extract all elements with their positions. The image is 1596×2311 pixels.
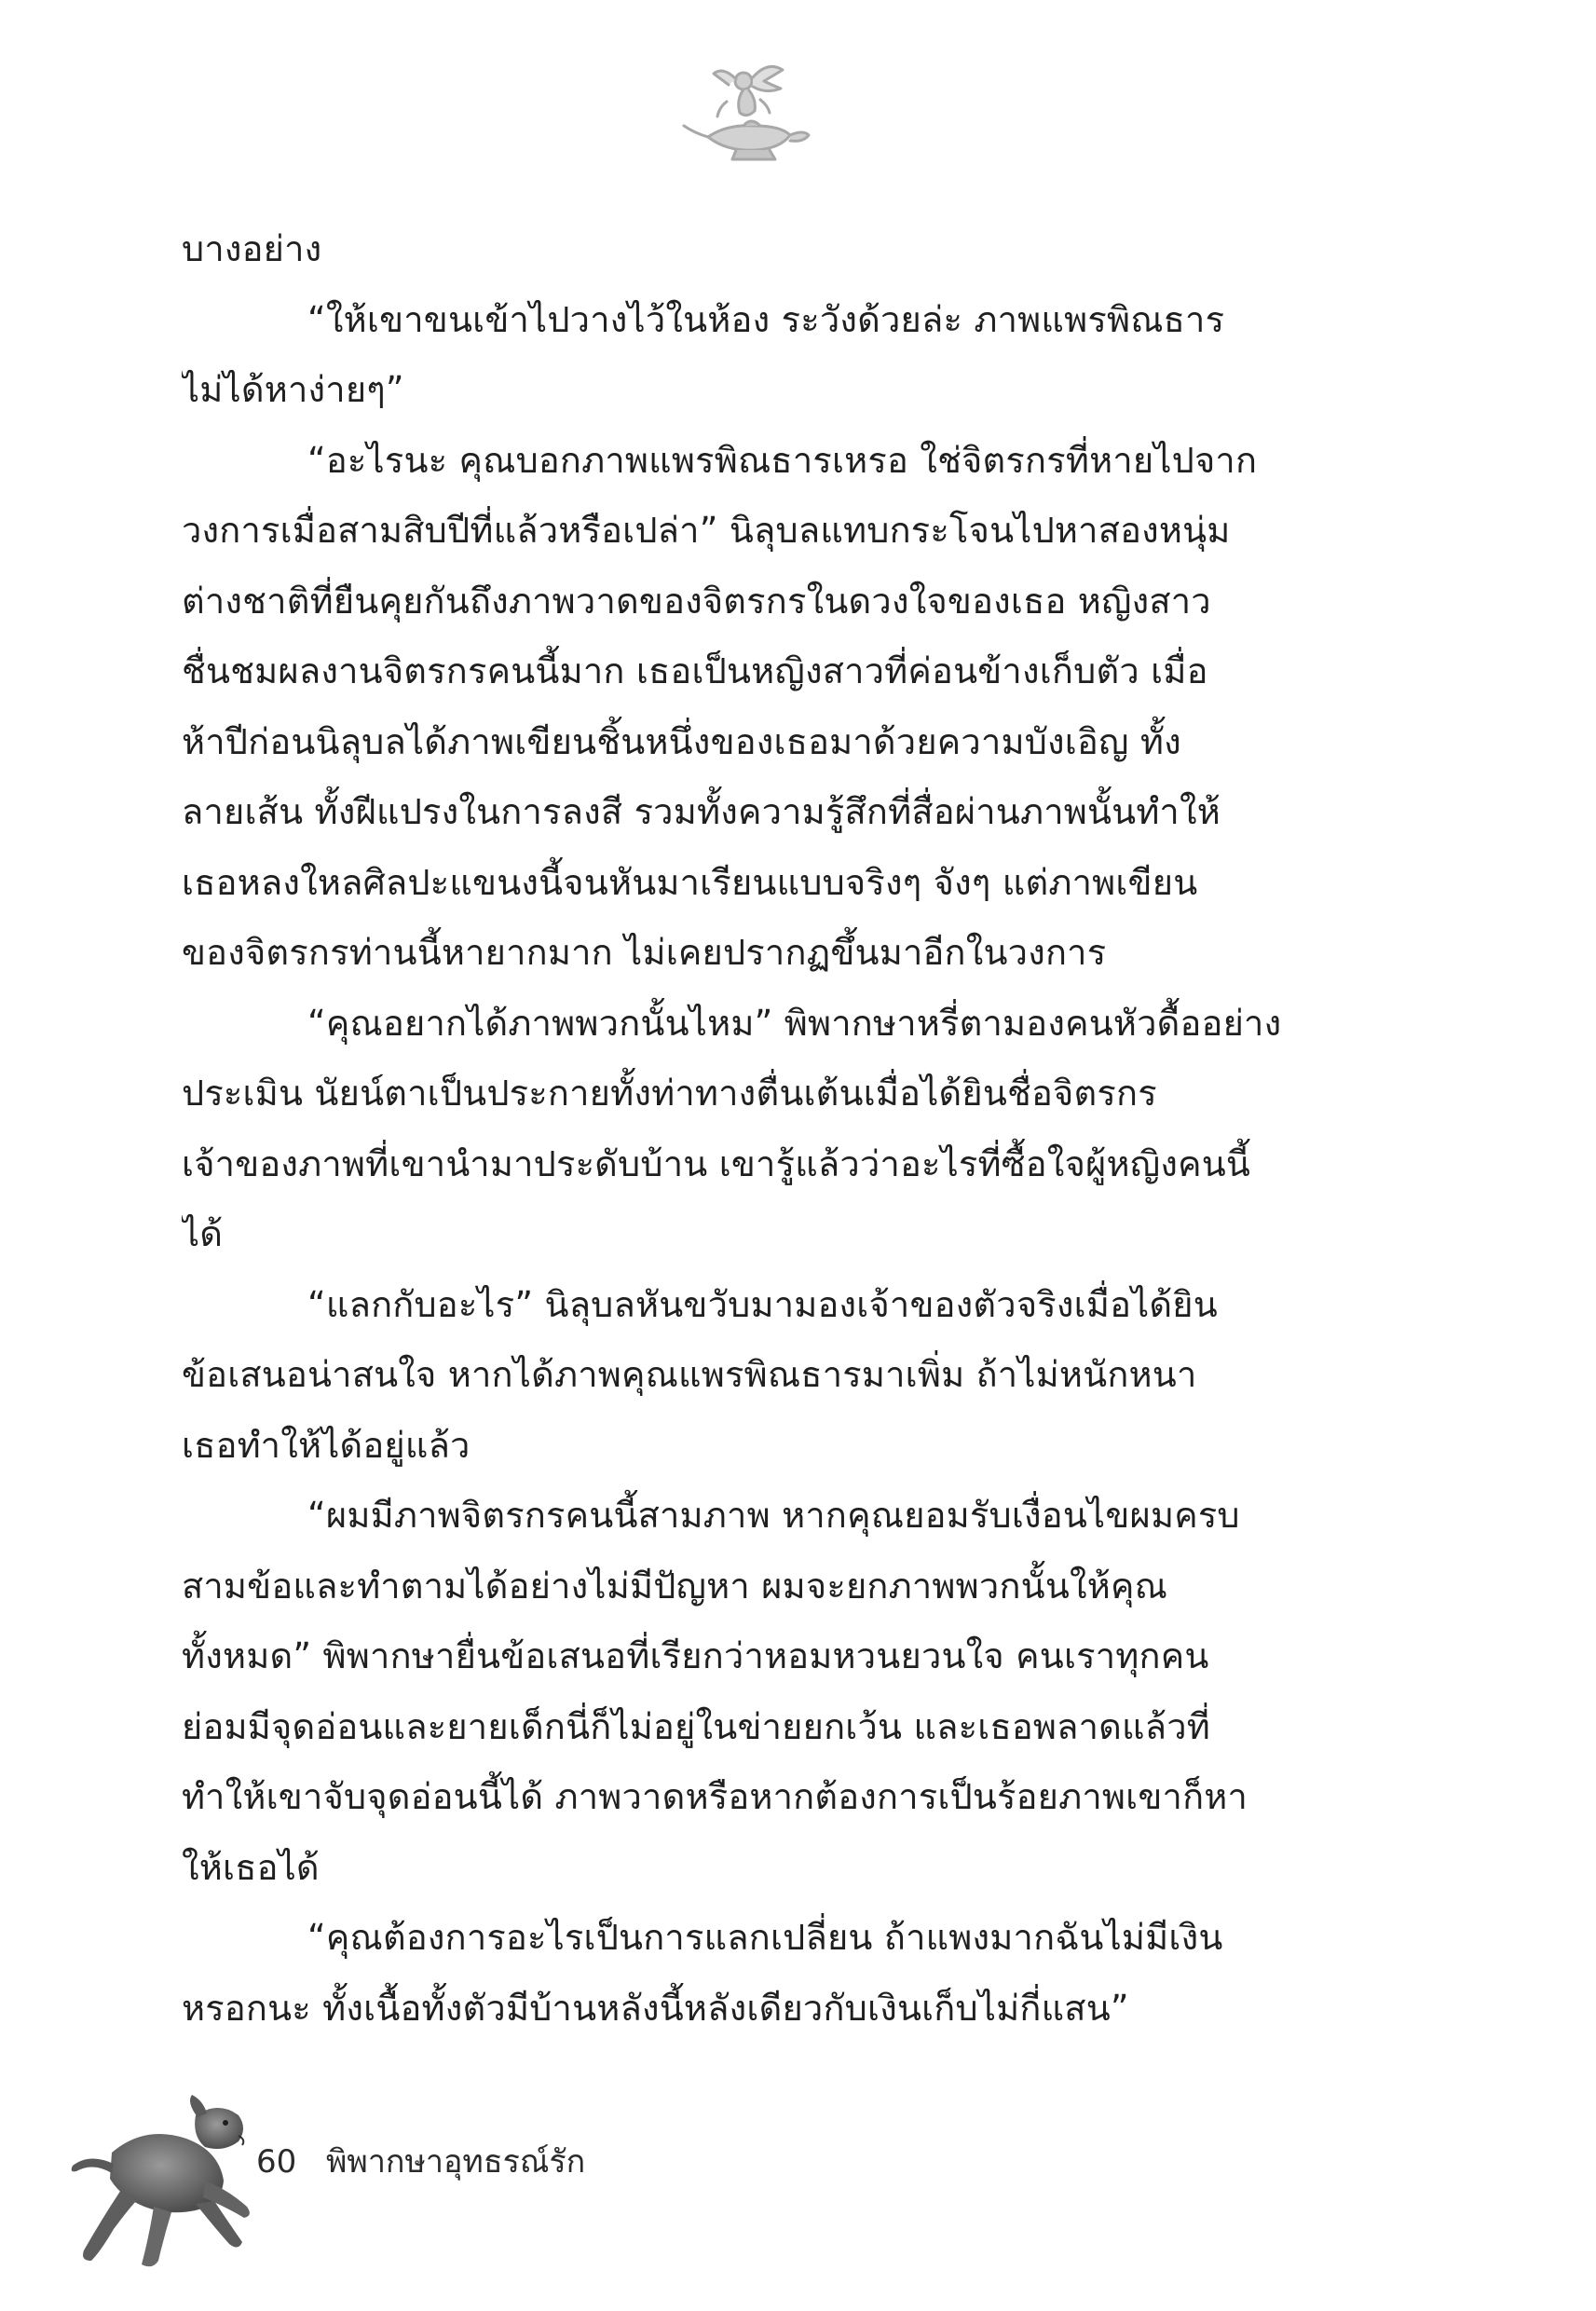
text-line: ประเมิน นัยน์ตาเป็นประกายทั้งท่าทางตื่นเต้นเมื่อได้ยินชื่อจิตรกร	[182, 1073, 1157, 1114]
dog-illustration-icon	[56, 2087, 256, 2274]
text-line: “คุณอยากได้ภาพพวกนั้นไหม” พิพากษาหรี่ตามองคนหัวดื้ออย่าง	[307, 1002, 1282, 1044]
chapter-text	[182, 214, 1328, 2044]
book-title: พิพากษาอุทธรณ์รัก	[326, 2143, 586, 2181]
text-line: ต่างชาติที่ยืนคุยกันถึงภาพวาดของจิตรกรในดวงใจของเธอ หญิงสาว	[182, 580, 1211, 622]
text-line: สามข้อและทำตามได้อย่างไม่มีปัญหา ผมจะยกภาพพวกนั้นให้คุณ	[182, 1565, 1168, 1607]
text-line: “ให้เขาขนเข้าไปวางไว้ในห้อง ระวังด้วยล่ะ ภาพแพรพิณธาร	[307, 298, 1225, 340]
text-line: ห้าปีก่อนนิลุบลได้ภาพเขียนชิ้นหนึ่งของเธอมาด้วยความบังเอิญ ทั้ง	[182, 720, 1181, 762]
page-number: 60	[256, 2143, 297, 2181]
text-line: ลายเส้น ทั้งฝีแปรงในการลงสี รวมทั้งความรู้สึกที่สื่อผ่านภาพนั้นทำให้	[182, 791, 1221, 832]
text-line: หรอกนะ ทั้งเนื้อทั้งตัวมีบ้านหลังนี้หลังเดียวกับเงินเก็บไม่กี่แสน”	[182, 1987, 1129, 2029]
text-line: เธอทำให้ได้อยู่แล้ว	[182, 1424, 471, 1466]
text-line: ย่อมมีจุดอ่อนและยายเด็กนี่ก็ไม่อยู่ในข่ายยกเว้น และเธอพลาดแล้วที่	[182, 1705, 1210, 1747]
page-footer	[56, 2087, 894, 2274]
text-line: เจ้าของภาพที่เขานำมาประดับบ้าน เขารู้แล้วว่าอะไรที่ซื้อใจผู้หญิงคนนี้	[182, 1142, 1251, 1184]
text-line: ได้	[182, 1213, 224, 1254]
text-line: “แลกกับอะไร” นิลุบลหันขวับมามองเจ้าของตัวจริงเมื่อได้ยิน	[307, 1283, 1218, 1325]
cupid-on-magic-lamp-icon	[671, 51, 820, 163]
text-line: วงการเมื่อสามสิบปีที่แล้วหรือเปล่า” นิลุบลแทบกระโจนไปหาสองหนุ่ม	[182, 510, 1231, 551]
text-line: ไม่ได้หาง่ายๆ”	[182, 369, 404, 410]
text-line: ข้อเสนอน่าสนใจ หากได้ภาพคุณแพรพิณธารมาเพิ่ม ถ้าไม่หนักหนา	[182, 1354, 1197, 1395]
text-line: ให้เธอได้	[182, 1846, 320, 1888]
text-line: ชื่นชมผลงานจิตรกรคนนี้มาก เธอเป็นหญิงสาวที่ค่อนข้างเก็บตัว เมื่อ	[182, 650, 1208, 691]
text-line: บางอย่าง	[182, 228, 322, 269]
text-line: ทั้งหมด” พิพากษายื่นข้อเสนอที่เรียกว่าหอมหวนยวนใจ คนเราทุกคน	[182, 1635, 1209, 1676]
text-line: “คุณต้องการอะไรเป็นการแลกเปลี่ยน ถ้าแพงมากฉันไม่มีเงิน	[307, 1917, 1223, 1958]
text-line: “ผมมีภาพจิตรกรคนนี้สามภาพ หากคุณยอมรับเงื่อนไขผมครบ	[307, 1495, 1240, 1536]
text-line: เธอหลงใหลศิลปะแขนงนี้จนหันมาเรียนแบบจริงๆ จังๆ แต่ภาพเขียน	[182, 861, 1198, 903]
text-line: “อะไรนะ คุณบอกภาพแพรพิณธารเหรอ ใช่จิตรกรที่หายไปจาก	[307, 439, 1258, 481]
text-line: ของจิตรกรท่านนี้หายากมาก ไม่เคยปรากฏขึ้นมาอีกในวงการ	[182, 932, 1107, 973]
text-line: ทำให้เขาจับจุดอ่อนนี้ได้ ภาพวาดหรือหากต้องการเป็นร้อยภาพเขาก็หา	[182, 1776, 1248, 1817]
